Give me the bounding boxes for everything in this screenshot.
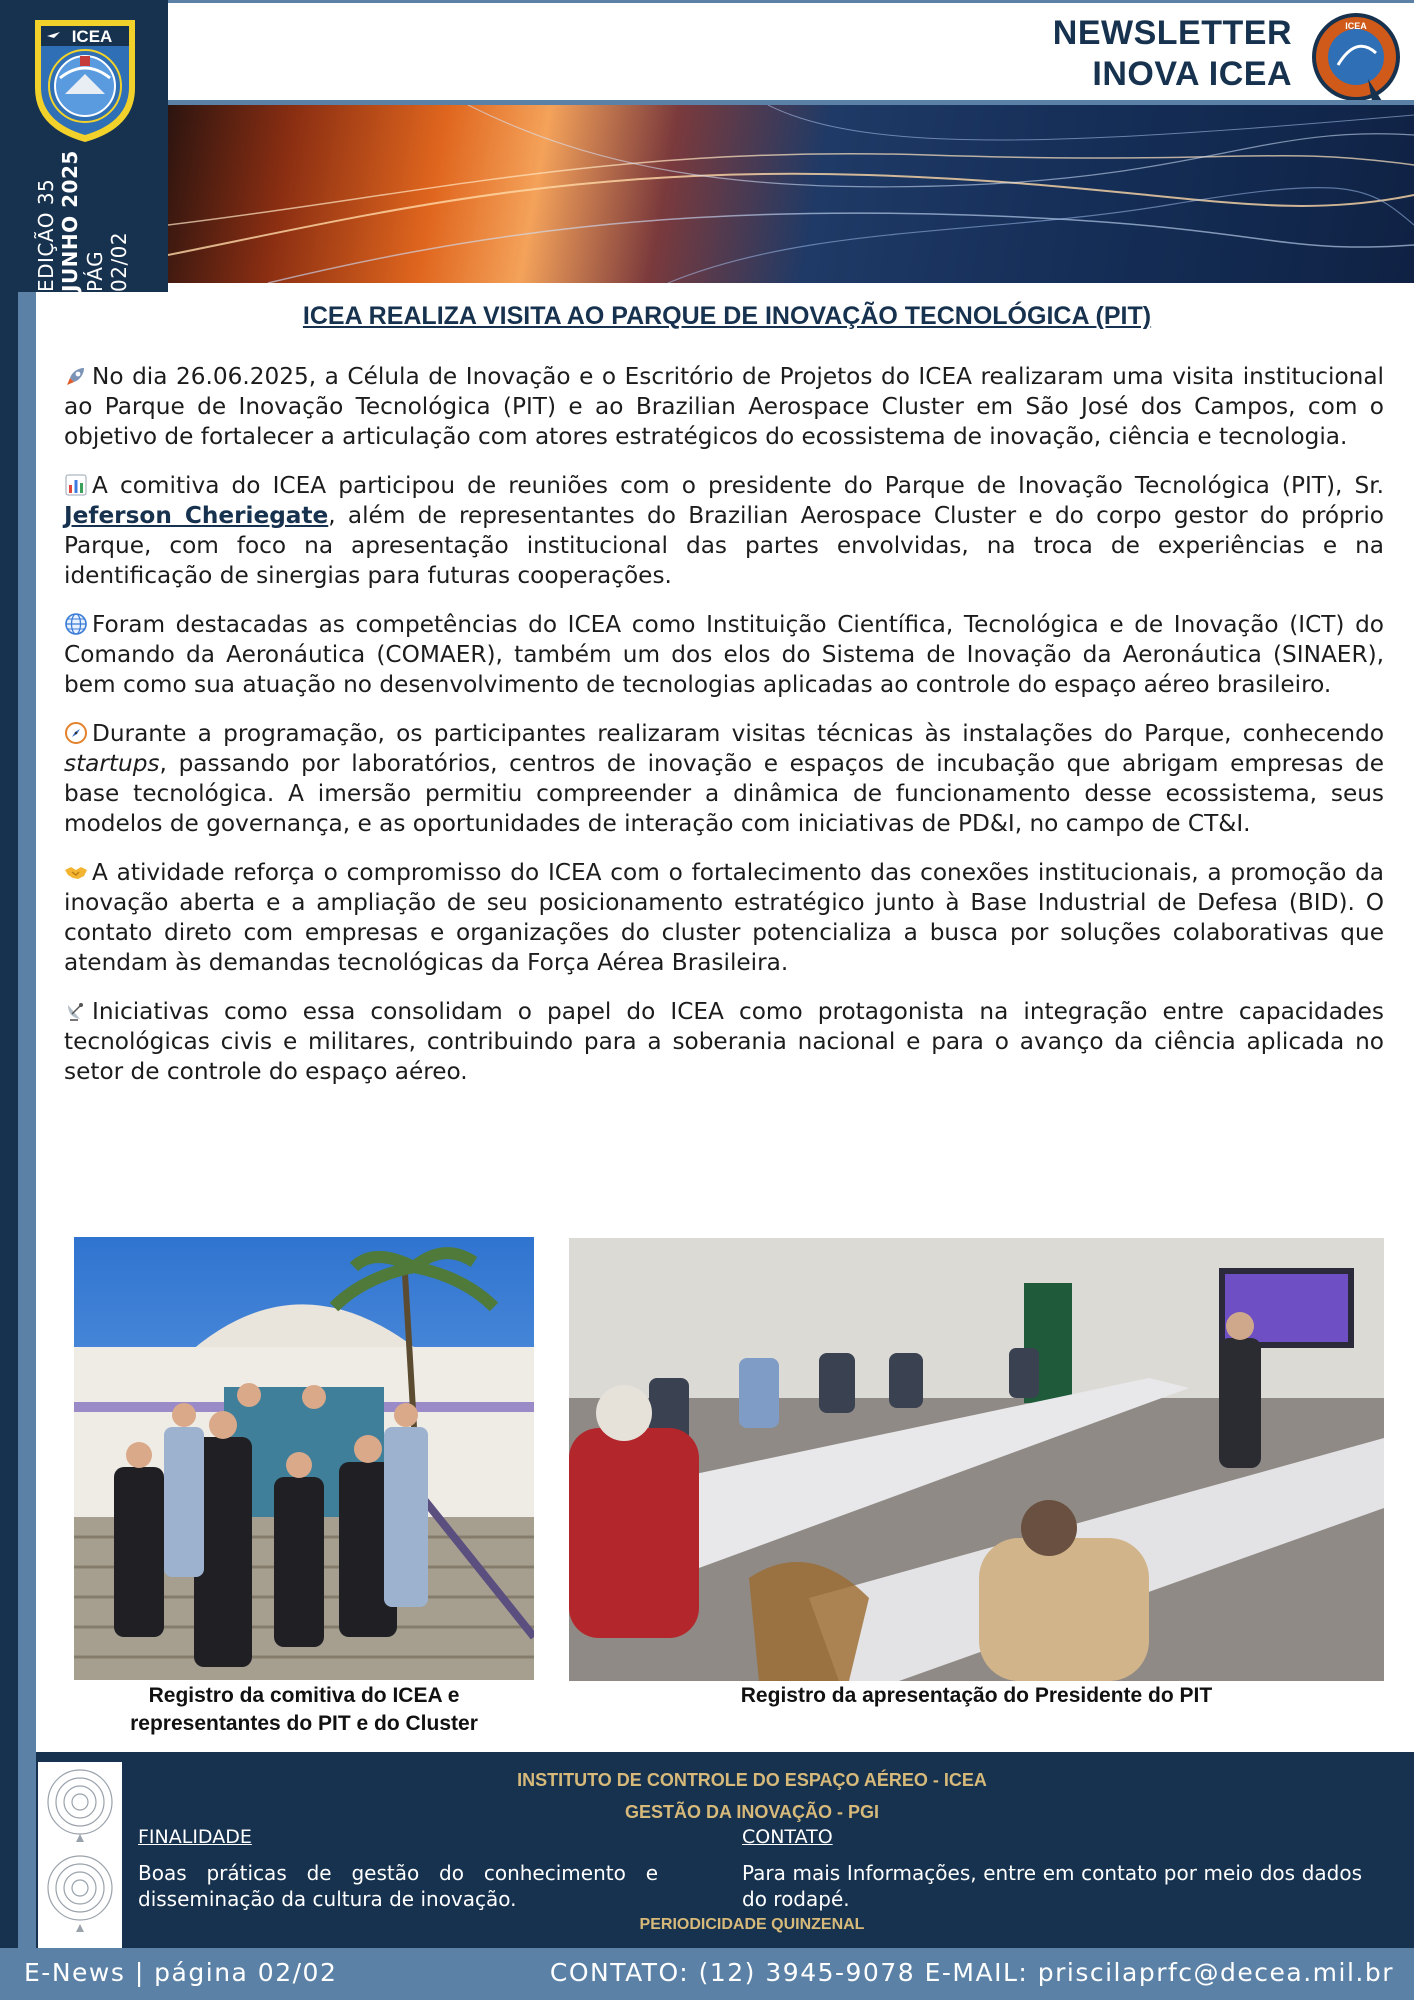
handshake-icon [64, 860, 88, 884]
newsletter-title [1053, 13, 1292, 96]
person-name: Jeferson Cheriegate [64, 502, 329, 529]
contato-text: Para mais Informações, entre em contato por meio dos dados do rodapé. [742, 1861, 1362, 1911]
article-paragraph: Durante a programação, os participantes realizaram visitas técnicas às instalações do Parque, conhecendo startups, passando por laboratórios, centros de inovação e espaços de incubação que abrigam empresas de base tecnológica. A imersão permitiu compreender a dinâmica de funcionamento desse ecossistema, seus modelos de governança, e as oportunidades de interação com iniciativas de PD&I, no campo de CT&I. [64, 720, 1384, 837]
icea-shield-logo [30, 16, 140, 144]
presentation-photo [569, 1238, 1384, 1681]
svg-text:ICEA: ICEA [1345, 21, 1367, 31]
newsletter-title-line1: NEWSLETTER [1052, 14, 1292, 52]
satellite-dish-icon [64, 999, 88, 1023]
article-paragraph: Foram destacadas as competências do ICEA como Instituição Científica, Tecnológica e de Inovação (ICT) do Comando da Aeronáutica (COMAER), também um dos elos do Sistema de Inovação da Aeronáutica (SINAER), bem como sua atuação no desenvolvimento de tecnologias aplicadas ao controle do espaço aéreo brasileiro. [64, 611, 1384, 698]
article-paragraph: Iniciativas como essa consolidam o papel do ICEA como protagonista na integração entre capacidades tecnológicas civis e militares, contribuindo para a soberania nacional e para o avanço da ciência aplicada no setor de controle do espaço aéreo. [64, 998, 1384, 1085]
light-trails-graphic [168, 105, 1414, 283]
page-indicator: E-News | página 02/02 [24, 1958, 338, 1987]
left-inner-strip [0, 290, 18, 1950]
article-paragraph: A atividade reforça o compromisso do ICEA com o fortalecimento das conexões institucionais, a promoção da inovação aberta e a ampliação de seu posicionamento estratégico junto à Base Industrial de Defesa (BID). O contato direto com empresas e organizações do cluster potencializa a busca por soluções colaborativas que atendam às demandas tecnológicas da Força Aérea Brasileira. [64, 859, 1384, 976]
presentation-photo-scene [569, 1238, 1384, 1681]
periodicity-label: PERIODICIDADE QUINZENAL [639, 1916, 865, 1933]
finalidade-text: Boas práticas de gestão do conhecimento e disseminação da cultura de inovação. [138, 1861, 658, 1911]
svg-text:ICEA: ICEA [71, 27, 113, 46]
finalidade-heading: FINALIDADE [138, 1826, 252, 1848]
innovation-badge-logo [1308, 9, 1404, 109]
footer-organization: INSTITUTO DE CONTROLE DO ESPAÇO AÉREO - ICEA GESTÃO DA INOVAÇÃO - PGI [517, 1770, 987, 1822]
rocket-icon [64, 364, 88, 388]
contact-info: CONTATO: (12) 3945-9078 E-MAIL: priscilaprfc@decea.mil.br [549, 1958, 1394, 1987]
edition-date: JUNHO 2025 [58, 150, 83, 292]
edition-number: EDIÇÃO 35 [34, 178, 58, 292]
article-body [64, 362, 1384, 1106]
bar-chart-icon [64, 473, 88, 497]
contato-heading: CONTATO [742, 1826, 833, 1848]
newsletter-title-line2: INOVA ICEA [1092, 55, 1292, 94]
group-photo [74, 1237, 534, 1680]
article-title: ICEA REALIZA VISITA AO PARQUE DE INOVAÇÃO TECNOLÓGICA (PIT) [302, 302, 1152, 330]
page-number: 02/02 [107, 231, 132, 292]
page-label: PÁG [82, 250, 107, 292]
article-paragraph: No dia 26.06.2025, a Célula de Inovação e o Escritório de Projetos do ICEA realizaram uma visita institucional ao Parque de Inovação Tecnológica (PIT) e ao Brazilian Aerospace Cluster em São José dos Campos, com o objetivo de fortalecer a articulação com atores estratégicos do ecossistema de inovação, ciência e tecnologia. [64, 363, 1384, 450]
article-paragraph: A comitiva do ICEA participou de reuniões com o presidente do Parque de Inovação Tecnológica (PIT), Sr. Jeferson Cheriegate, além de representantes do Brazilian Aerospace Cluster e do corpo gestor do próprio Parque, com foco na apresentação institucional das partes envolvidas, na troca de experiências e na identificação de sinergias para futuras cooperações. [64, 472, 1384, 589]
bottom-contact-bar [0, 1948, 1414, 2000]
compass-icon [64, 721, 88, 745]
header [168, 0, 1414, 107]
group-photo-caption: Registro da comitiva do ICEA e representantes do PIT e do Cluster [130, 1684, 478, 1735]
presentation-photo-caption: Registro da apresentação do Presidente do PIT [740, 1684, 1213, 1707]
edition-info [34, 150, 132, 292]
sidebar [0, 0, 168, 292]
group-photo-scene [74, 1237, 534, 1680]
header-banner-image [168, 105, 1414, 283]
globe-icon [64, 612, 88, 636]
